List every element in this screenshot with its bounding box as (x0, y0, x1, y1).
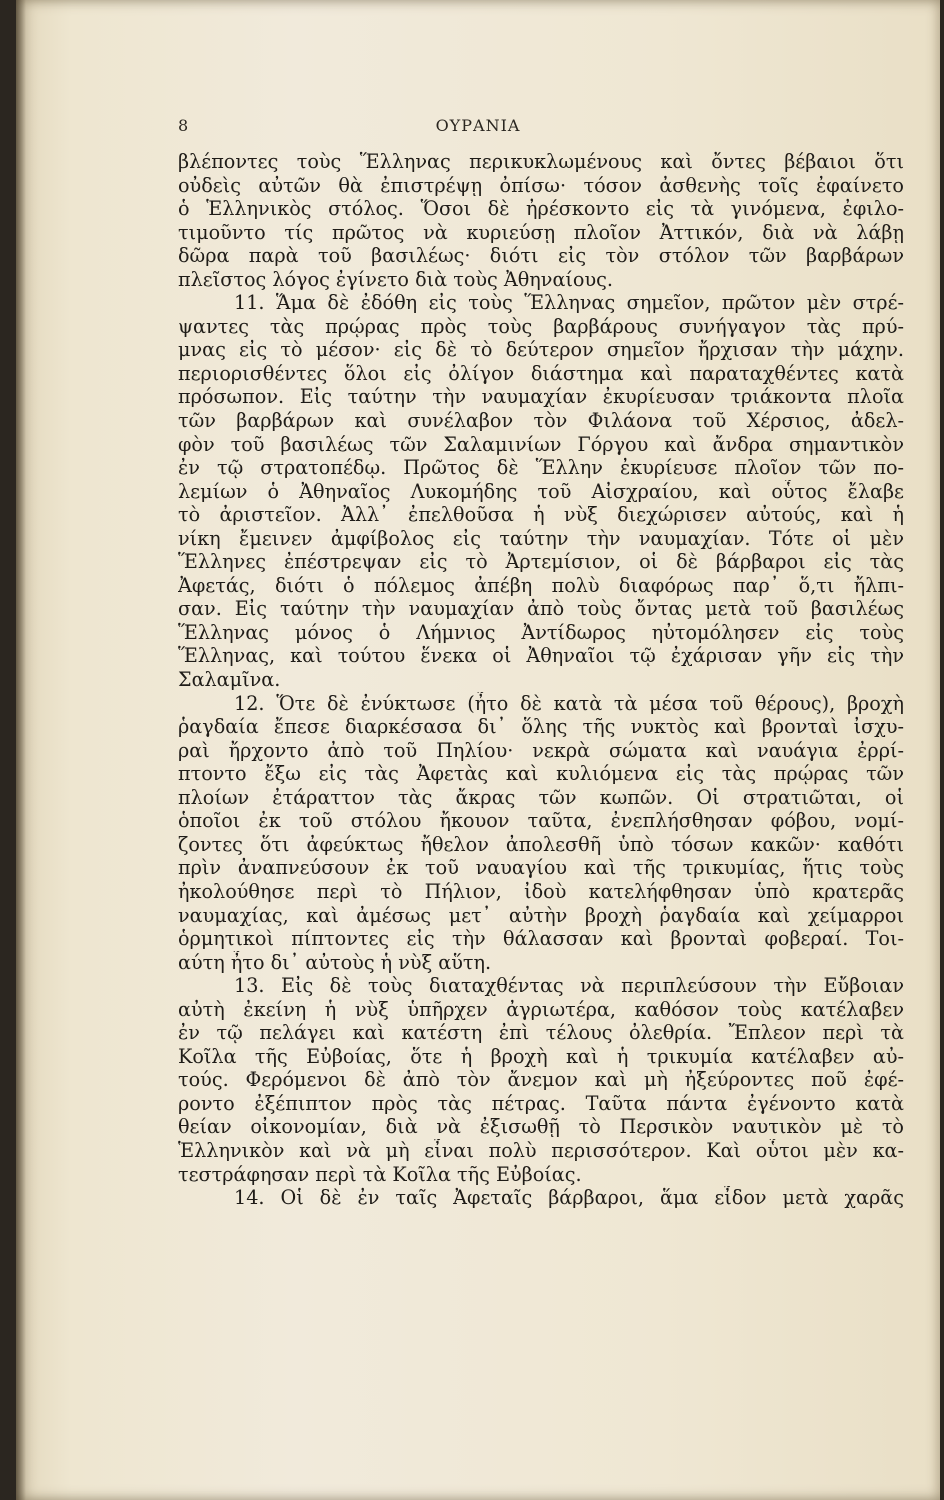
text-line: Ἑλληνικὸν καὶ νὰ μὴ εἶναι πολὺ περισσότερον. Καὶ οὗτοι μὲν κα- (178, 1138, 904, 1162)
text-line: σαν. Εἰς ταύτην τὴν ναυμαχίαν ἀπὸ τοὺς ὄντας μετὰ τοῦ βασιλέως (178, 597, 904, 621)
text-line: ψαντες τὰς πρῴρας πρὸς τοὺς βαρβάρους συνήγαγον τὰς πρύ- (178, 314, 904, 338)
text-line: περιορισθέντες ὅλοι εἰς ὀλίγον διάστημα καὶ παραταχθέντες κατὰ (178, 361, 904, 385)
text-line: τὸ ἀριστεῖον. Ἀλλ᾽ ἐπελθοῦσα ἡ νὺξ διεχώρισεν αὐτούς, καὶ ἡ (178, 503, 904, 527)
text-line: 11. Ἅμα δὲ ἐδόθη εἰς τοὺς Ἕλληνας σημεῖον, πρῶτον μὲν στρέ- (234, 291, 904, 315)
text-line: θείαν οἰκονομίαν, διὰ νὰ ἐξισωθῇ τὸ Περσικὸν ναυτικὸν μὲ τὸ (178, 1115, 904, 1139)
text-line: 13. Εἰς δὲ τοὺς διαταχθέντας νὰ περιπλεύσουν τὴν Εὔβοιαν (234, 974, 904, 998)
text-line: φὸν τοῦ βασιλέως τῶν Σαλαμινίων Γόργου καὶ ἄνδρα σημαντικὸν (178, 432, 904, 456)
text-line: ἐν τῷ στρατοπέδῳ. Πρῶτος δὲ Ἕλλην ἐκυρίευσε πλοῖον τῶν πο- (178, 456, 904, 480)
text-line: τιμοῦντο τίς πρῶτος νὰ κυριεύσῃ πλοῖον Ἀττικόν, διὰ νὰ λάβῃ (178, 220, 904, 244)
text-line: ῥαγδαία ἔπεσε διαρκέσασα δι᾽ ὅλης τῆς νυκτὸς καὶ βρονταὶ ἰσχυ- (178, 715, 904, 739)
text-line: ραὶ ἤρχοντο ἀπὸ τοῦ Πηλίου· νεκρὰ σώματα καὶ ναυάγια ἐρρί- (178, 738, 904, 762)
text-line: ἐν τῷ πελάγει καὶ κατέστη ἐπὶ τέλους ὀλεθρία. Ἔπλεον περὶ τὰ (178, 1021, 904, 1045)
text-line: οὐδεὶς αὐτῶν θὰ ἐπιστρέψῃ ὀπίσω· τόσον ἀσθενὴς τοῖς ἐφαίνετο (178, 173, 904, 197)
text-line: βλέποντες τοὺς Ἕλληνας περικυκλωμένους καὶ ὄντες βέβαιοι ὅτι (178, 150, 904, 173)
text-line: Σαλαμῖνα. (178, 668, 281, 692)
text-line: μνας εἰς τὸ μέσον· εἰς δὲ τὸ δεύτερον σημεῖον ἤρχισαν τὴν μάχην. (178, 338, 904, 362)
gutter-shadow (16, 0, 26, 1500)
text-line: τούς. Φερόμενοι δὲ ἀπὸ τὸν ἄνεμον καὶ μὴ ἠξεύροντες ποῦ ἐφέ- (178, 1068, 904, 1092)
page-number: 8 (178, 116, 189, 135)
text-line: ὁ Ἑλληνικὸς στόλος. Ὅσοι δὲ ἠρέσκοντο εἰς τὰ γινόμενα, ἐφιλο- (178, 197, 904, 221)
text-line: πτοντο ἔξω εἰς τὰς Ἀφετὰς καὶ κυλιόμενα εἰς τὰς πρῴρας τῶν (178, 762, 904, 786)
text-line: ναυμαχίας, καὶ ἀμέσως μετ᾽ αὐτὴν βροχὴ ῥαγδαία καὶ χείμαρροι (178, 903, 904, 927)
text-line: ἠκολούθησε περὶ τὸ Πήλιον, ἰδοὺ κατελήφθησαν ὑπὸ κρατερᾶς (178, 879, 904, 903)
book-page (16, 0, 940, 1500)
text-line: ὁποῖοι ἐκ τοῦ στόλου ἤκουον ταῦτα, ἐνεπλήσθησαν φόβου, νομί- (178, 809, 904, 833)
text-line: πλοίων ἐτάραττον τὰς ἄκρας τῶν κωπῶν. Οἱ στρατιῶται, οἱ (178, 785, 904, 809)
text-line: Ἕλληνες ἐπέστρεψαν εἰς τὸ Ἀρτεμίσιον, οἱ δὲ βάρβαροι εἰς τὰς (178, 550, 904, 574)
text-line: πρόσωπον. Εἰς ταύτην τὴν ναυμαχίαν ἐκυρίευσαν τριάκοντα πλοῖα (178, 385, 904, 409)
text-line: αύτη ἦτο δι᾽ αὐτοὺς ἡ νὺξ αὕτη. (178, 950, 492, 974)
text-line: 12. Ὅτε δὲ ἐνύκτωσε (ἦτο δὲ κατὰ τὰ μέσα τοῦ θέρους), βροχὴ (234, 691, 904, 715)
text-line: τεστράφησαν περὶ τὰ Κοῖλα τῆς Εὐβοίας. (178, 1162, 582, 1186)
text-line: Κοῖλα τῆς Εὐβοίας, ὅτε ἡ βροχὴ καὶ ἡ τρικυμία κατέλαβεν αὐ- (178, 1044, 904, 1068)
text-line: Ἀφετάς, διότι ὁ πόλεμος ἀπέβη πολὺ διαφόρως παρ᾽ ὅ,τι ἤλπι- (178, 573, 904, 597)
text-line: ροντο ἐξέπιπτον πρὸς τὰς πέτρας. Ταῦτα πάντα ἐγένοντο κατὰ (178, 1091, 904, 1115)
text-line: πλεῖστος λόγος ἐγίνετο διὰ τοὺς Ἀθηναίους. (178, 267, 613, 291)
text-line: ὁρμητικοὶ πίπτοντες εἰς τὴν θάλασσαν καὶ βρονταὶ φοβεραί. Τοι- (178, 927, 904, 951)
body-text (178, 150, 904, 1210)
text-line: Ἕλληνας, καὶ τούτου ἕνεκα οἱ Ἀθηναῖοι τῷ ἐχάρισαν γῆν εἰς τὴν (178, 644, 904, 668)
text-line: Ἕλληνας μόνος ὁ Λήμνιος Ἀντίδωρος ηὐτομόλησεν εἰς τοὺς (178, 620, 904, 644)
text-line: αὐτὴ ἐκείνη ἡ νὺξ ὑπῆρχεν ἀγριωτέρα, καθόσον τοὺς κατέλαβεν (178, 997, 904, 1021)
text-line: δῶρα παρὰ τοῦ βασιλέως· διότι εἰς τὸν στόλον τῶν βαρβάρων (178, 244, 904, 268)
page-header (16, 116, 940, 140)
text-line: τῶν βαρβάρων καὶ συνέλαβον τὸν Φιλάονα τοῦ Χέρσιος, ἀδελ- (178, 409, 904, 433)
text-line: λεμίων ὁ Ἀθηναῖος Λυκομήδης τοῦ Αἰσχραίου, καὶ οὗτος ἔλαβε (178, 479, 904, 503)
text-line: 14. Οἱ δὲ ἐν ταῖς Ἀφεταῖς βάρβαροι, ἅμα εἶδον μετὰ χαρᾶς (234, 1186, 904, 1210)
text-line: νίκη ἔμεινεν ἀμφίβολος εἰς ταύτην τὴν ναυμαχίαν. Τότε οἱ μὲν (178, 526, 904, 550)
text-line: πρὶν ἀναπνεύσουν ἐκ τοῦ ναυαγίου καὶ τῆς τρικυμίας, ἥτις τοὺς (178, 856, 904, 880)
text-line: ζοντες ὅτι ἀφεύκτως ἤθελον ἀπολεσθῆ ὑπὸ τόσων κακῶν· καθότι (178, 832, 904, 856)
running-title: ΟΥΡΑΝΙΑ (435, 116, 521, 135)
